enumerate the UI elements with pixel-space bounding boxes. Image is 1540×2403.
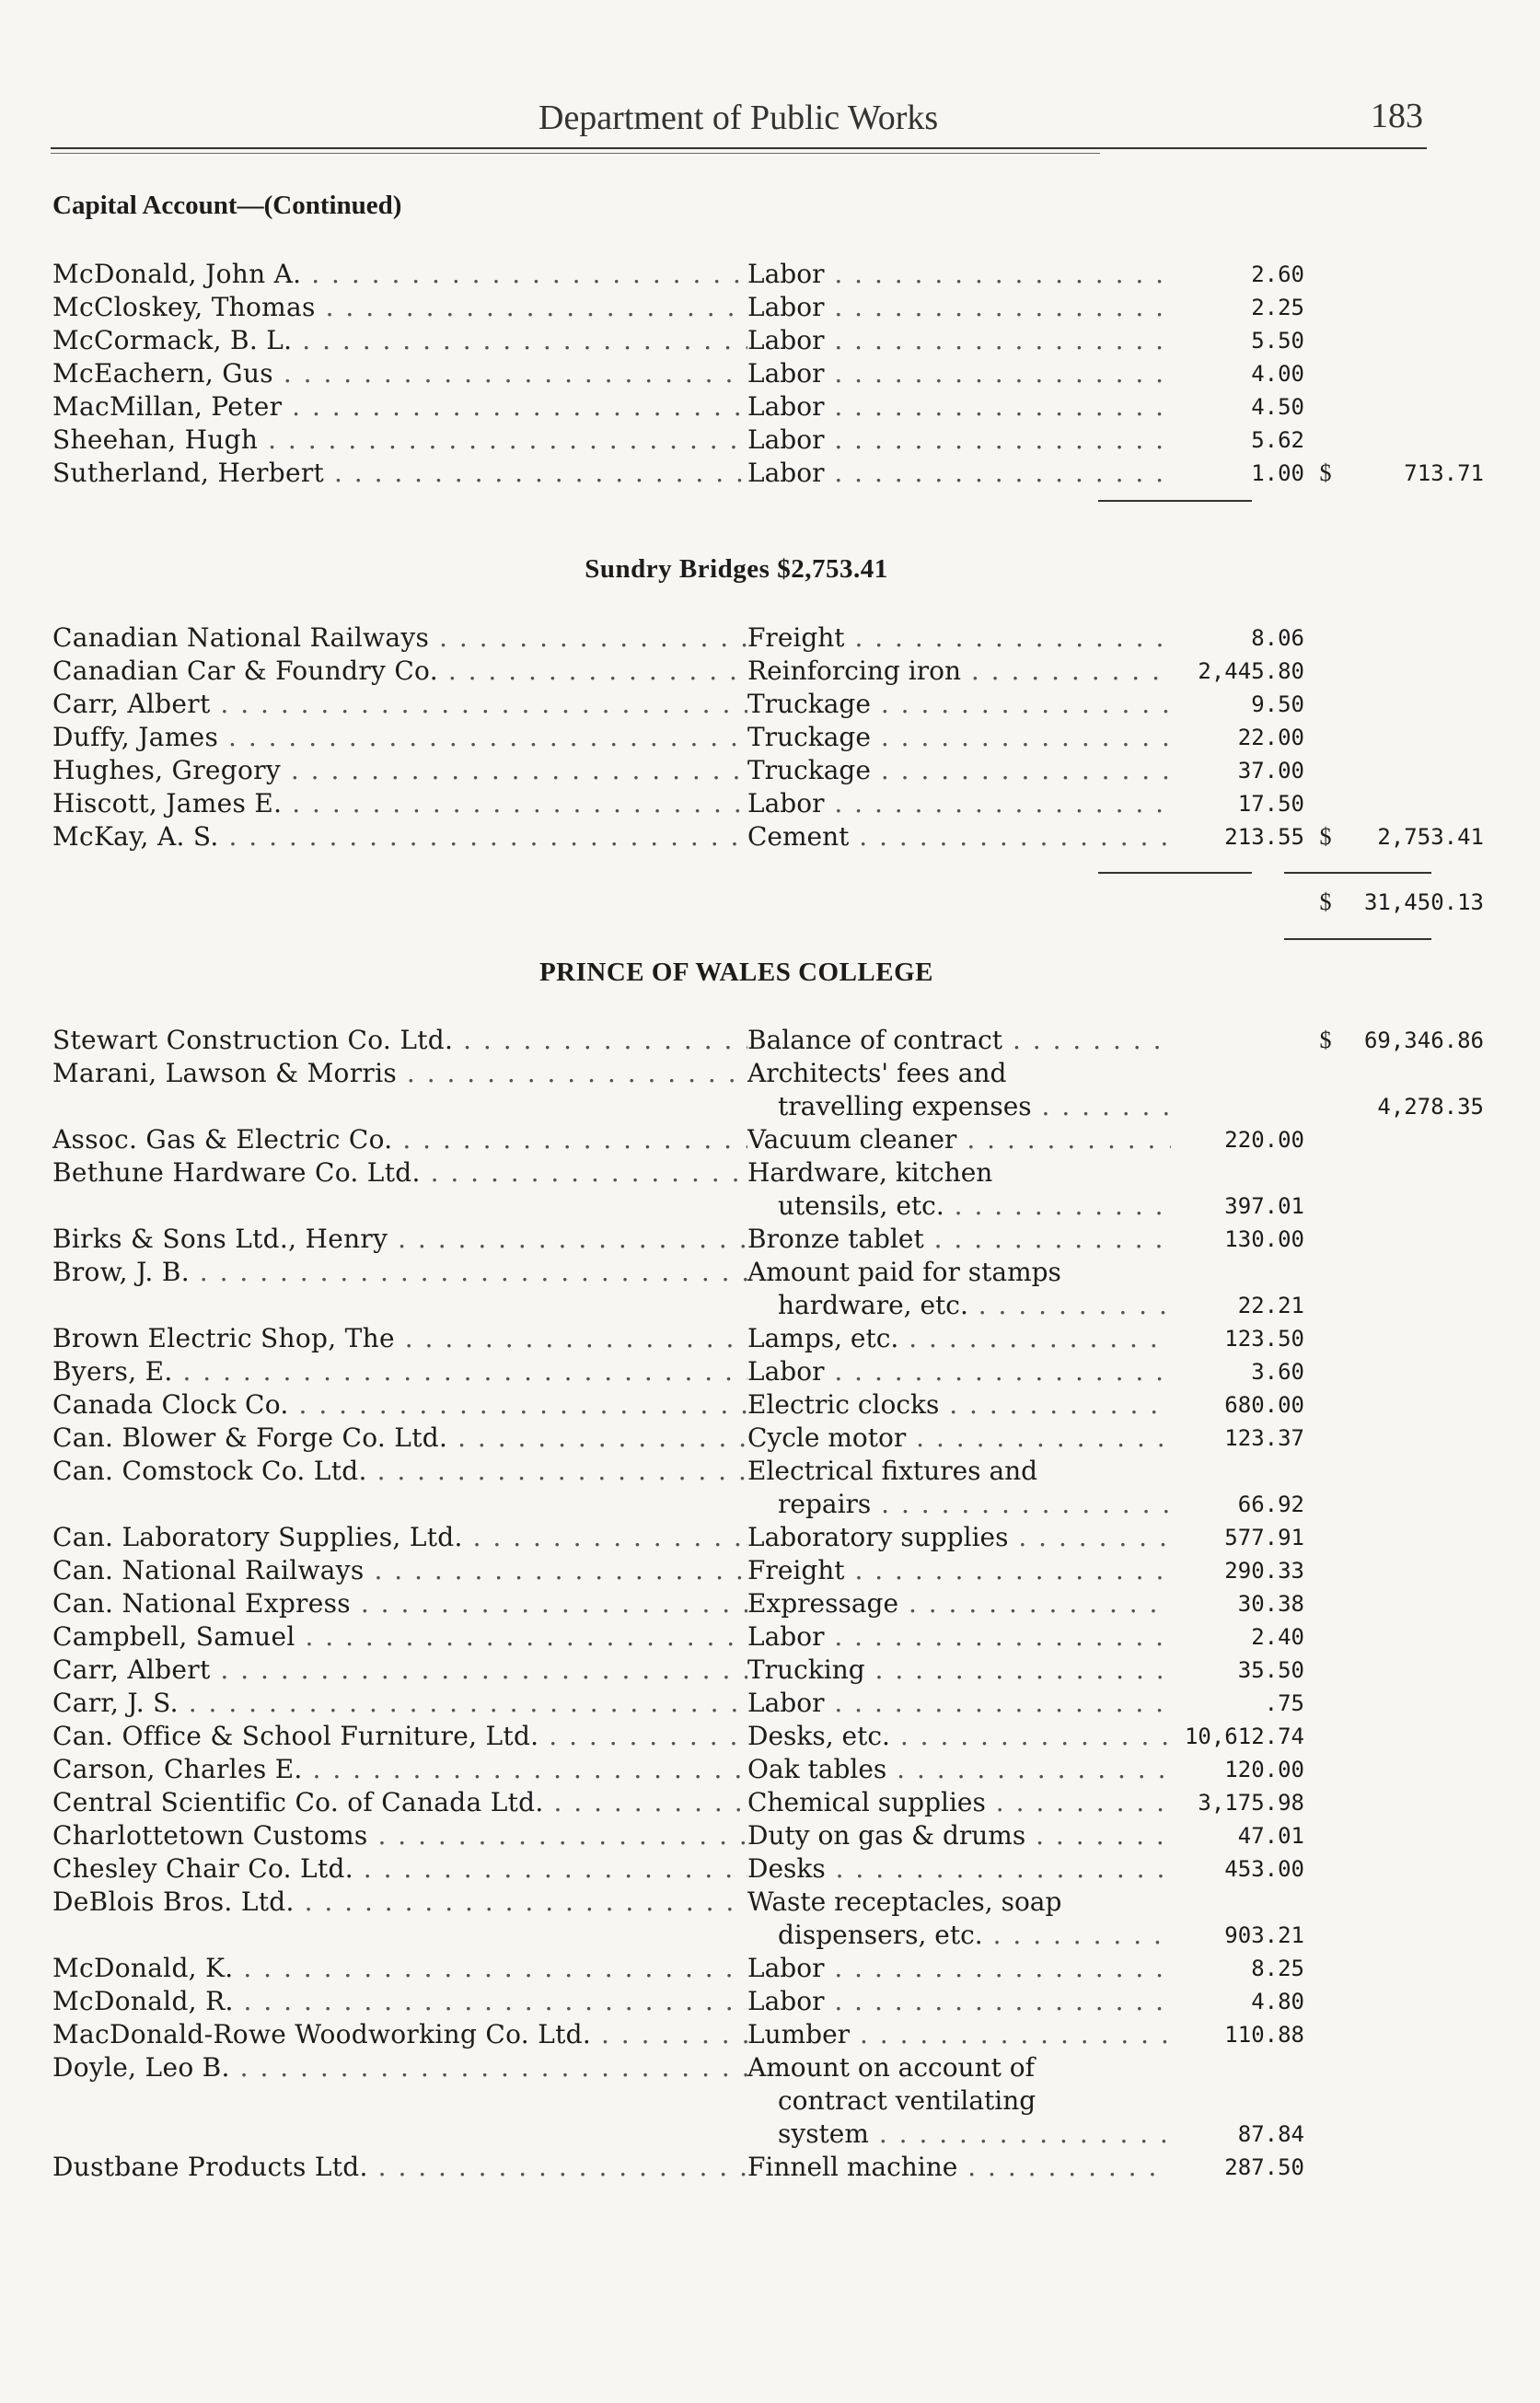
item-description: Truckage . . . [747, 754, 1171, 787]
payee-name: Campbell, Samuel . . . [52, 1620, 747, 1654]
item-description: Labor . . . [747, 291, 1171, 324]
item-amount: 9.50 [1251, 691, 1304, 717]
item-amount: 287.50 [1224, 2154, 1304, 2180]
payee-name: Central Scientific Co. of Canada Ltd. . . . [52, 1786, 747, 1819]
item-description: travelling expenses . . . [778, 1090, 1171, 1123]
ledger-row [52, 457, 1484, 490]
payee-name: Sheehan, Hugh . . . [52, 424, 747, 457]
item-amount: 4.50 [1251, 394, 1304, 420]
payee-name: Brown Electric Shop, The . . . [52, 1322, 747, 1355]
ledger-row [52, 1985, 1433, 2018]
payee-name: DeBlois Bros. Ltd. . . . [52, 1886, 747, 1919]
item-amount: 22.21 [1237, 1293, 1304, 1318]
ledger-row [52, 820, 1484, 853]
item-amount: 1.00 [1251, 460, 1304, 486]
item-description: Lamps, etc. . . . [747, 1322, 1171, 1355]
payee-name: McDonald, John A. . . . [52, 258, 747, 291]
payee-name: McKay, A. S. . . . [52, 820, 747, 853]
ledger-row [52, 258, 1433, 291]
item-description: Labor . . . [747, 424, 1171, 457]
item-description: Labor . . . [747, 390, 1171, 424]
payee-name: McCloskey, Thomas . . . [52, 291, 747, 324]
item-description: Bronze tablet . . . [747, 1223, 1171, 1256]
item-description: Labor . . . [747, 324, 1171, 357]
item-amount: 10,612.74 [1184, 1724, 1304, 1749]
ledger-row [52, 655, 1433, 688]
item-amount: 5.62 [1251, 427, 1304, 453]
item-amount: 87.84 [1237, 2121, 1304, 2147]
dollar-sign: $ [1319, 459, 1332, 486]
item-description: Truckage . . . [747, 688, 1171, 721]
payee-name: Carr, Albert . . . [52, 688, 747, 721]
payee-name: Sutherland, Herbert . . . [52, 457, 747, 490]
payee-name: Stewart Construction Co. Ltd. . . . [52, 1024, 747, 1057]
header-rule [51, 147, 1427, 149]
payee-name: Bethune Hardware Co. Ltd. . . . [52, 1156, 747, 1190]
item-description: Electrical fixtures and [747, 1456, 1038, 1486]
ledger-row [52, 621, 1433, 655]
ledger-row [52, 1256, 1433, 1289]
item-description: utensils, etc. . . . [778, 1190, 1171, 1223]
item-description: Trucking . . . [747, 1654, 1171, 1687]
item-description: contract ventilating [778, 2085, 1036, 2116]
payee-name: Byers, E. . . . [52, 1355, 747, 1388]
item-description: Labor . . . [747, 1687, 1171, 1720]
ledger-row [52, 324, 1433, 357]
payee-name: Doyle, Leo B. . . . [52, 2051, 747, 2084]
ledger-row [52, 688, 1433, 721]
item-description: system . . . [778, 2118, 1171, 2151]
page-header [51, 88, 1427, 149]
payee-name: Charlottetown Customs . . . [52, 1819, 747, 1852]
sundry-bridges-heading: Sundry Bridges $2,753.41 [585, 554, 888, 584]
payee-name: Can. Blower & Forge Co. Ltd. . . . [52, 1422, 747, 1455]
ledger-row [52, 2051, 1433, 2084]
payee-name: Carr, Albert . . . [52, 1654, 747, 1687]
payee-name: Canadian National Railways . . . [52, 621, 747, 655]
dollar-sign: $ [1319, 823, 1332, 850]
ledger-row [52, 1587, 1433, 1620]
item-description: Expressage . . . [747, 1587, 1171, 1620]
continued-heading: Capital Account—(Continued) [52, 191, 402, 220]
ledger-row [52, 1521, 1433, 1554]
item-amount: 130.00 [1224, 1226, 1304, 1252]
total-rule-sundry [1284, 872, 1431, 874]
page-number: 183 [1371, 97, 1423, 135]
payee-name: Can. National Railways . . . [52, 1554, 747, 1587]
item-amount: 8.25 [1251, 1956, 1304, 1981]
item-amount: 220.00 [1224, 1127, 1304, 1153]
payee-name: Carson, Charles E. . . . [52, 1753, 747, 1786]
item-amount: 17.50 [1237, 791, 1304, 817]
ledger-row [52, 1786, 1433, 1819]
item-amount: 30.38 [1237, 1591, 1304, 1617]
item-amount: 4.80 [1251, 1989, 1304, 2014]
payee-name: Canadian Car & Foundry Co. . . . [52, 655, 747, 688]
payee-name: Can. Office & School Furniture, Ltd. . . . [52, 1720, 747, 1753]
item-amount: 2.60 [1251, 261, 1304, 287]
item-description: Labor . . . [747, 1620, 1171, 1654]
ledger-row [52, 1123, 1433, 1156]
ledger-row [52, 754, 1433, 787]
ledger-row [52, 1190, 1433, 1223]
section-total: 4,278.35 [1377, 1094, 1484, 1120]
item-description: Finnell machine . . . [747, 2151, 1171, 2184]
ledger-row [52, 787, 1433, 820]
ledger-row [52, 1952, 1433, 1985]
ledger-row [52, 1919, 1433, 1952]
payee-name: Dustbane Products Ltd. . . . [52, 2151, 747, 2184]
ledger-row [52, 1322, 1433, 1355]
ledger-row [52, 1819, 1433, 1852]
item-description: Balance of contract . . . [747, 1024, 1171, 1057]
payee-name: Birks & Sons Ltd., Henry . . . [52, 1223, 747, 1256]
payee-name: McDonald, R. . . . [52, 1985, 747, 2018]
item-amount: 120.00 [1224, 1757, 1304, 1782]
item-amount: 66.92 [1237, 1492, 1304, 1517]
item-description: Laboratory supplies . . . [747, 1521, 1171, 1554]
ledger-row [52, 2084, 1433, 2118]
item-amount: 2.25 [1251, 295, 1304, 320]
ledger-row [52, 1554, 1433, 1587]
item-description: Labor . . . [747, 1952, 1171, 1985]
payee-name: Assoc. Gas & Electric Co. . . . [52, 1123, 747, 1156]
ledger-row [52, 1753, 1433, 1786]
item-description: Chemical supplies . . . [747, 1786, 1171, 1819]
item-description: Truckage . . . [747, 721, 1171, 754]
item-amount: 47.01 [1237, 1823, 1304, 1849]
ledger-row [52, 1289, 1433, 1322]
item-amount: 110.88 [1224, 2022, 1304, 2048]
item-description: Cement . . . [747, 820, 1171, 853]
payee-name: Canada Clock Co. . . . [52, 1388, 747, 1422]
payee-name: McEachern, Gus . . . [52, 357, 747, 390]
item-description: Freight . . . [747, 621, 1171, 655]
payee-name: MacMillan, Peter . . . [52, 390, 747, 424]
item-amount: 2.40 [1251, 1624, 1304, 1650]
ledger-row [52, 1223, 1433, 1256]
item-amount: 22.00 [1237, 725, 1304, 750]
item-description: Reinforcing iron . . . [747, 655, 1171, 688]
ledger-row [52, 1355, 1433, 1388]
item-description: Oak tables . . . [747, 1753, 1171, 1786]
item-amount: 397.01 [1224, 1193, 1304, 1219]
item-description: Labor . . . [747, 457, 1171, 490]
item-amount: 35.50 [1237, 1657, 1304, 1683]
grand-total-row [52, 886, 1484, 919]
ledger-row [52, 1852, 1433, 1886]
item-amount: 3.60 [1251, 1359, 1304, 1385]
item-description: Desks . . . [747, 1852, 1171, 1886]
ledger-row [52, 1620, 1433, 1654]
payee-name: Carr, J. S. . . . [52, 1687, 747, 1720]
item-amount: 37.00 [1237, 758, 1304, 784]
payee-name: Marani, Lawson & Morris . . . [52, 1057, 747, 1090]
item-description: Desks, etc. . . . [747, 1720, 1171, 1753]
item-description: Amount paid for stamps [747, 1257, 1061, 1287]
section-total: 2,753.41 [1377, 824, 1484, 850]
ledger-row [52, 291, 1433, 324]
item-amount: 2,445.80 [1198, 658, 1304, 684]
subtotal-rule-capital [1098, 500, 1252, 502]
item-description: Labor . . . [747, 787, 1171, 820]
ledger-row [52, 1687, 1433, 1720]
payee-name: McDonald, K. . . . [52, 1952, 747, 1985]
item-amount: 213.55 [1224, 824, 1304, 850]
ledger-row [52, 1654, 1433, 1687]
item-description: repairs . . . [778, 1488, 1171, 1521]
item-description: Freight . . . [747, 1554, 1171, 1587]
grand-total-rule [1284, 938, 1431, 940]
item-description: Cycle motor . . . [747, 1422, 1171, 1455]
ledger-row [52, 390, 1433, 424]
item-amount: 123.50 [1224, 1326, 1304, 1352]
payee-name: Chesley Chair Co. Ltd. . . . [52, 1852, 747, 1886]
section-total: 713.71 [1404, 460, 1484, 486]
ledger-row [52, 1720, 1433, 1753]
ledger-row [52, 1057, 1433, 1090]
payee-name: Hughes, Gregory . . . [52, 754, 747, 787]
item-description: Electric clocks . . . [747, 1388, 1171, 1422]
payee-name: Can. Comstock Co. Ltd. . . . [52, 1455, 747, 1488]
ledger-row [52, 357, 1433, 390]
payee-name: Hiscott, James E. . . . [52, 787, 747, 820]
item-description: Labor . . . [747, 357, 1171, 390]
item-amount: 4.00 [1251, 361, 1304, 387]
ledger-row [52, 721, 1433, 754]
item-amount: 680.00 [1224, 1392, 1304, 1418]
payee-name: McCormack, B. L. . . . [52, 324, 747, 357]
item-amount: 577.91 [1224, 1525, 1304, 1550]
item-amount: 903.21 [1224, 1922, 1304, 1948]
section-total: 69,346.86 [1363, 1027, 1484, 1053]
ledger-row [52, 1090, 1484, 1123]
payee-name: Can. Laboratory Supplies, Ltd. . . . [52, 1521, 747, 1554]
ledger-row [52, 1886, 1433, 1919]
item-amount: 453.00 [1224, 1856, 1304, 1882]
ledger-row [52, 1488, 1433, 1521]
item-amount: 290.33 [1224, 1558, 1304, 1584]
grand-total-dollar: $ [1319, 888, 1332, 915]
item-description: dispensers, etc. . . . [778, 1919, 1171, 1952]
item-amount: 3,175.98 [1198, 1790, 1304, 1816]
item-description: Lumber . . . [747, 2018, 1171, 2051]
item-description: Waste receptacles, soap [747, 1886, 1062, 1917]
item-description: Vacuum cleaner . . . [747, 1123, 1171, 1156]
ledger-row [52, 1455, 1433, 1488]
item-description: hardware, etc. . . . [778, 1289, 1171, 1322]
item-description: Amount on account of [747, 2052, 1035, 2083]
prince-of-wales-heading: PRINCE OF WALES COLLEGE [538, 958, 934, 987]
ledger-row [52, 424, 1433, 457]
ledger-row [52, 1422, 1433, 1455]
item-description: Architects' fees and [747, 1058, 1007, 1088]
running-head: Department of Public Works [538, 99, 939, 137]
header-rule-secondary [51, 153, 1100, 154]
item-amount: .75 [1264, 1690, 1304, 1716]
payee-name: MacDonald-Rowe Woodworking Co. Ltd. . . . [52, 2018, 747, 2051]
item-description: Hardware, kitchen [747, 1157, 993, 1188]
item-description: Labor . . . [747, 1355, 1171, 1388]
payee-name: Brow, J. B. . . . [52, 1256, 747, 1289]
ledger-row [52, 2151, 1433, 2184]
grand-total-value: 31,450.13 [1363, 889, 1484, 915]
ledger-row [52, 1388, 1433, 1422]
item-amount: 8.06 [1251, 625, 1304, 651]
ledger-row [52, 2018, 1433, 2051]
dollar-sign: $ [1319, 1027, 1332, 1053]
item-amount: 5.50 [1251, 328, 1304, 354]
ledger-row [52, 2118, 1433, 2151]
payee-name: Duffy, James . . . [52, 721, 747, 754]
subtotal-rule-sundry [1098, 872, 1252, 874]
payee-name: Can. National Express . . . [52, 1587, 747, 1620]
ledger-row [52, 1156, 1433, 1190]
item-description: Labor . . . [747, 258, 1171, 291]
item-description: Duty on gas & drums . . . [747, 1819, 1171, 1852]
item-description: Labor . . . [747, 1985, 1171, 2018]
item-amount: 123.37 [1224, 1425, 1304, 1451]
ledger-row [52, 1024, 1484, 1057]
